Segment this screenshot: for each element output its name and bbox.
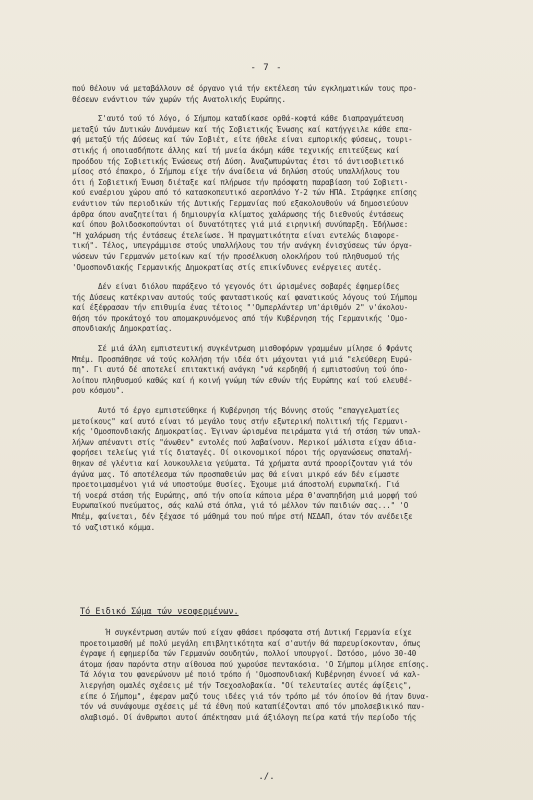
text-line: έγραψε ή εφημερίδα τών Γερμανών σουδητών, πολλοί υπουργοί. Ώστόσο, μόνο 30-40 <box>80 649 417 659</box>
text-line: φή μεταξύ τής Δύσεως καί τών Σοβιέτ, είτε ήθελε είναι εμπορικής φύσεως, τουρι- <box>72 135 413 145</box>
paragraph-gap <box>72 105 484 114</box>
text-line: πη". Γι αυτό δέ αποτελεί επιτακτική ανάγκη "νά κερδηθή ή εμπιστοσύνη τού όπο- <box>72 365 409 375</box>
text-line: Σέ μιά άλλη εμπιστευτική συγκέντρωση μισθοφόρων γραμμέων μίλησε ό Φράντς <box>98 344 413 354</box>
text-line: λιεργήση ομαλές σχέσεις μέ τήν Τσεχοσλοβακία. "Οί τελευταίες αυτές άφίξεις", <box>80 680 412 690</box>
paragraph-gap <box>72 335 484 344</box>
text-line: "Η χαλάρωση τής έντάσεως έτελείωσε. Ή πραγματικότητα είναι εντελώς διαφορε- <box>72 230 400 240</box>
text-line: Ευρωπαϊκού πνεύματος, σάς καλώ στά όπλα, γιά τό μέλλον τών παιδιών σας..." 'Ο <box>72 501 409 511</box>
paragraph <box>72 406 484 533</box>
text-line: άρθρα όπου αναζητείται ή δημιουργία κλίματος χαλάρωσης τής διεθνούς έντάσεως <box>72 209 404 219</box>
text-line: μίσος στό έπακρο, ό Σήμπομ είχε τήν άναίδεια νά δηλώση στούς υπαλλήλους του <box>72 167 400 177</box>
text-line: ενάντιον τών περιοδικών τής Δυτικής Γερμανίας πού εξακολουθούν νά δημοσιεύουν <box>72 198 409 208</box>
end-mark: ./. <box>258 772 275 782</box>
section-title: Τό Ειδικό Σώμα τών νεοφερμένων. <box>80 607 239 617</box>
paragraph <box>72 114 484 273</box>
text-line: πού θέλουν νά μεταβάλλουν σέ όργανο γιά τήν εκτέλεση τών εγκληματικών τους προ- <box>72 84 417 93</box>
text-line: θήση τόν προκάτοχό του απομακρυνόμενος από τήν Κυβέρνηση τής Γερμανικής 'Ομο- <box>72 313 409 323</box>
text-line: Αυτό τό έργο εμπιστεύθηκε ή Κυβέρνηση τής Βόννης στούς "επαγγελματίες <box>98 406 400 416</box>
text-line: μετοίκους" καί αυτό είναι τό μεγάλο τους στήν εξωτερική πολιτική τής Γερμανι- <box>72 416 409 426</box>
text-line: νώσεων τών Γερμανών μετοίκων καί τήν προσέλκυση ολοκλήρου τού πληθυσμού τής <box>72 251 400 261</box>
text-line: Μπέμ. Προσπάθησε νά τούς κολλήση τήν ιδέα ότι μάχονται γιά μιά "ελεύθερη Ευρώ- <box>72 354 413 364</box>
text-line: Σ'αυτό τού τό λόγο, ό Σήμπομ καταδίκασε ορθά-κοφτά κάθε διαπραγμάτευση <box>98 114 404 124</box>
text-line: προετοιμασμένοι γιά νά υποστούμε θυσίες. Έχουμε μιά άποστολή ευρωπαϊκή. Γιά <box>72 480 400 490</box>
text-line: στικής ή οποιασδήποτε άλλης καί τή μνεία άκόμη κάθε τεχνικής επιτεύξεως καί <box>72 145 400 155</box>
text-line: σπονδιακής Δημοκρατίας. <box>72 324 173 334</box>
text-line: λοίπου πληθυσμού καθώς καί ή κοινή γνώμη τών εθνών τής Ευρώπης καί τού ελευθέ- <box>72 375 413 385</box>
text-line: Δέν είναι διόλου παράξενο τό γεγονός ότι ώρισμένες σοβαρές έφημερίδες <box>98 282 400 292</box>
text-line: άγώνα μας. Τό αποτέλεσμα τών προσπαθειών μας θά είναι μικρό εάν δέν είμαστε <box>72 469 400 479</box>
text-line: είπε ό Σήμπομ", έφεραν μαζύ τους ιδέες γιά τόν τρόπο μέ τόν όποίον θά ήταν δυνα- <box>80 691 430 701</box>
text-line: προόδου τής Σοβιετικής Ένώσεως στή Δύση. Άναζωπυρώντας έτσι τό άντισοβιετικό <box>72 156 404 166</box>
paragraph <box>72 344 484 397</box>
text-line: κής 'Ομοσπονδιακής Δημοκρατίας. Έγιναν ώρισμένα πειράματα γιά τή στάση τών υπαλ- <box>72 427 422 437</box>
text-line: φορήσει τελείως γιά τίς διαταγές. Οί οικονομικοί πόροι τής οργανώσεως σπαταλή- <box>72 448 413 458</box>
paragraph <box>72 282 484 335</box>
text-line: σλαβισμό. Οί άνθρωποι αυτοί άπέκτησαν μιά άξιόλογη πείρα κατά τήν περίοδο τής <box>80 712 417 722</box>
text-line: 'Ομοσπονδιακής Γερμανικής Δημοκρατίας στίς επικίνδυνες ενέργειες αυτές. <box>72 262 382 272</box>
text-line: Μπέμ, φαίνεται, δέν ξέχασε τό μάθημά του πού πήρε στή ΝΣΔΑΠ, όταν τόν ανέδειξε <box>72 511 413 521</box>
paragraph-gap <box>72 273 484 282</box>
text-line: τή νοερά στάση τής Ευρώπης, από τήν οποία κάποια μέρα θ'αναπηδήση μιά μορφή τού <box>72 490 417 500</box>
text-line: ότι ή Σοβιετική Ένωση διέταξε καί πλήρωσε τήν πρόσφατη παραβίαση τού Σοβιετι- <box>72 177 409 187</box>
text-line: καί όπου βολιδοσκοπούνται οί δυνατότητες γιά μιά ειρηνική συνύπαρξη. Έδήλωσε: <box>72 220 409 230</box>
section-body <box>80 628 490 723</box>
text-line: άτομα ήσαν παρόντα στην αίθουσα πού χωρούσε πεντακόσια. 'Ο Σήμπομ μίλησε επίσης. <box>80 659 430 669</box>
text-line: τική". Τέλος, υπεγράμμισε στούς υπαλλήλους του τήν ανάγκη ένισχύσεως τών όργα- <box>72 241 413 251</box>
page-number: - 7 - <box>250 63 283 73</box>
text-line: λήλων απέναντι στίς "άνωθεν" εντολές πού λαβαίνουν. Μερικοί μάλιστα είχαν άδια- <box>72 437 417 447</box>
text-line: προετοιμασθή μέ πολύ μεγάλη επιβλητικότητα καί σ'αυτήν θά παρευρίσκονταν, όπως <box>80 638 421 648</box>
text-line: τόν νά συνάψουμε σχέσεις μέ τά έθνη πού καταπίέζονται από τόν μπολσεβικικό παν- <box>80 702 425 712</box>
text-line: μεταξύ τών Δυτικών Δυνάμεων καί τής Σοβιετικής Ένωσης καί κατήγγειλε κάθε επα- <box>72 124 413 134</box>
text-line: Τά λόγια του φανερώνουν μέ ποιό τρόπο ή 'Ομοσπονδιακή Κυβέρνηση έννοεί νά καλ- <box>80 670 421 680</box>
text-line: καί έξέφρασαν τήν επιθυμία ένας τέτοιος "'Ομπερλάντερ υπ'άριθμόν 2" ν'άκολου- <box>72 303 409 313</box>
paragraph <box>72 84 484 105</box>
text-line: τής Δύσεως κατέκριναν αυτούς τούς φανταστικούς καί φανατικούς λόγους τού Σήμπομ <box>72 292 417 302</box>
text-line: θέσεων ενάντιον τών χωρών τής Ανατολικής Ευρώπης. <box>72 94 286 104</box>
text-line: κού εναέριου χώρου από τό κατασκοπευτικό αεροπλάνο Υ-2 τών ΗΠΑ. Στράφηκε επίσης <box>72 188 417 198</box>
paragraph-gap <box>72 397 484 406</box>
text-line: τό ναζιστικό κόμμα. <box>72 522 155 532</box>
text-line: Ή συγκέντρωση αυτών πού είχαν φθάσει πρόσφατα στή Δυτική Γερμανία είχε <box>106 628 412 637</box>
text-line: ρου κόσμου". <box>72 386 125 396</box>
body-text <box>72 84 484 533</box>
text-line: θηκαν σέ γλέντια καί λουκουλλεια γεύματα. Τά χρήματα αυτά προορίζονταν γιά τόν <box>72 459 413 468</box>
